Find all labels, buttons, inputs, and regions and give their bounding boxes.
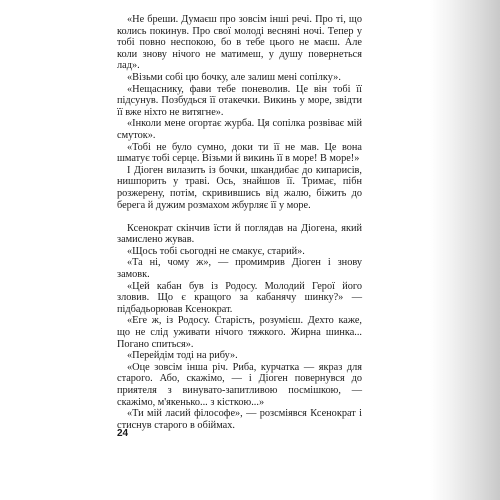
paragraph: «Перейдім тоді на рибу». <box>127 350 238 362</box>
page-edge-shadow <box>430 0 500 500</box>
paragraph: Ксенократ скінчив їсти й поглядав на Діогена, який замислено жував. <box>117 222 362 246</box>
section-break <box>117 211 362 223</box>
page-number: 24 <box>117 428 129 439</box>
paragraph: «Тобі не було сумно, доки ти її не мав. Це вона шматує тобі серце. Візьми й викинь її в море! В море!» <box>117 141 362 165</box>
paragraph: «Візьми собі цю бочку, але залиш мені сопілку». <box>127 71 341 83</box>
paragraph: «Інколи мене огортає журба. Ця сопілка розвіває мій смуток». <box>117 118 362 141</box>
paragraph: «Нещаснику, фави тебе поневолив. Це він тобі її підсунув. Позбудься її отакечки. Викинь у море, звідти її вже ніхто не витягне». <box>117 83 362 118</box>
paragraph: «Цей кабан був із Родосу. Молодий Герої його зловив. Що є кращого за кабанячу шинку?» — підбадьорював Ксенократ. <box>117 280 362 315</box>
paragraph: «Оце зовсім інша річ. Риба, курчатка — якраз для старого. Або, скажімо, — і Діоген повернувся до приятеля з винувато-запитливою посмішкою, — скажімо, м'якенько... з кісткою...» <box>117 361 362 408</box>
text-column <box>117 14 362 431</box>
paragraph: І Діоген вилазить із бочки, шкандибає до кипарисів, нишпорить у траві. Ось, знайшов її. Тримає, пібн розжерену, потім, скривившись від жалю, біжить до берега й дужим розмахом жбурляє її у море. <box>117 164 362 211</box>
paragraph: «Еге ж, із Родосу. Старість, розумієш. Дехто каже, що не слід уживати нічого тяжкого. Жирна шинка... Погано спиться». <box>117 315 362 350</box>
paragraph: «Щось тобі сьогодні не смакує, старий». <box>127 245 305 257</box>
paragraph: «Ти мій ласий філософе», — розсміявся Ксенократ і стиснув старого в обіймах. <box>117 408 362 431</box>
paragraph: «Не бреши. Думаєш про зовсім інші речі. Про ті, що колись покинув. Про свої молоді весняні ночі. Тепер у тобі повно неспокою, бо в тебе цього не маєш. Але коли знову нічого не матимеш, у душу повернеться лад». <box>117 14 362 72</box>
paragraph: «Та ні, чому ж», — промимрив Діоген і знову замовк. <box>117 257 362 281</box>
